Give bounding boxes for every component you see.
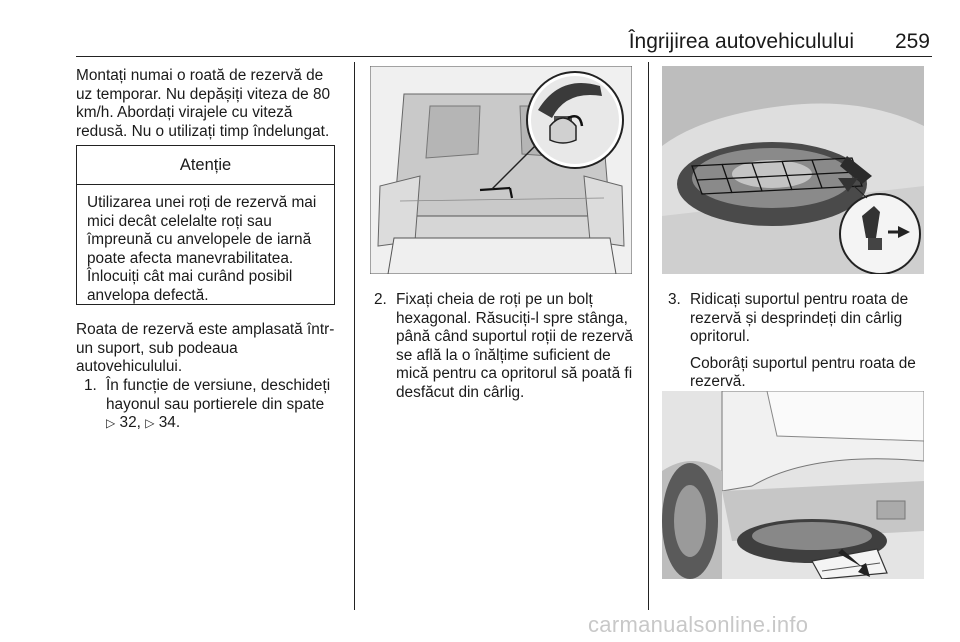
step-number: 1.	[84, 377, 97, 394]
page-ref-triangle-icon: ▷	[145, 416, 155, 430]
header-title: Îngrijirea autovehiculului	[628, 30, 854, 53]
page-ref-triangle-icon: ▷	[106, 416, 116, 430]
intro-paragraph	[76, 67, 338, 141]
page-number: 259	[894, 30, 930, 53]
step-text: Fixați cheia de roți pe un bolț hexagonal. Răsuciți-l spre stânga, până când suportul roții de rezervă se află la o înălțime suficient de mică pentru ca opritorul să poată fi desfăcut din cârlig.	[396, 291, 633, 401]
cargo-floor-illustration	[370, 66, 632, 274]
location-paragraph	[76, 321, 340, 377]
step-text: În funcție de versiune, deschideți hayonul sau portierele din spate	[106, 377, 331, 413]
step-text-2: Coborâți suportul pentru roata de rezervă.	[690, 354, 916, 390]
page-ref[interactable]: 34.	[158, 414, 181, 431]
step-number: 3.	[668, 291, 681, 308]
warning-body: Utilizarea unei roți de rezervă mai mici decât celelalte roți sau împreună cu anvelopele de iarnă poate afecta manevrabilitatea. Înlocuiți cât mai curând posibil anvelopa defectă.	[87, 194, 317, 304]
intro-text: Montați numai o roată de rezervă de uz temporar. Nu depășiți viteza de 80 km/h. Abordați virajele cu viteză redusă. Nu o utilizați timp îndelungat.	[76, 67, 331, 140]
page-header	[76, 30, 932, 57]
column-divider	[354, 62, 355, 610]
step-text: Ridicați suportul pentru roata de rezervă și desprindeți din cârlig opritorul.	[690, 291, 909, 345]
step-1	[84, 377, 340, 433]
warning-box	[76, 145, 335, 305]
page-ref[interactable]: 32,	[119, 414, 141, 431]
location-text: Roata de rezervă este amplasată într-un suport, sub podeaua autovehiculului.	[76, 321, 335, 375]
step-3	[668, 291, 930, 392]
spare-wheel-carrier-illustration	[662, 66, 924, 274]
warning-title: Atenție	[77, 146, 334, 185]
step-number: 2.	[374, 291, 387, 308]
watermark: carmanualsonline.info	[588, 612, 809, 637]
column-divider	[648, 62, 649, 610]
lowering-carrier-illustration	[662, 391, 924, 579]
step-2	[374, 291, 636, 402]
